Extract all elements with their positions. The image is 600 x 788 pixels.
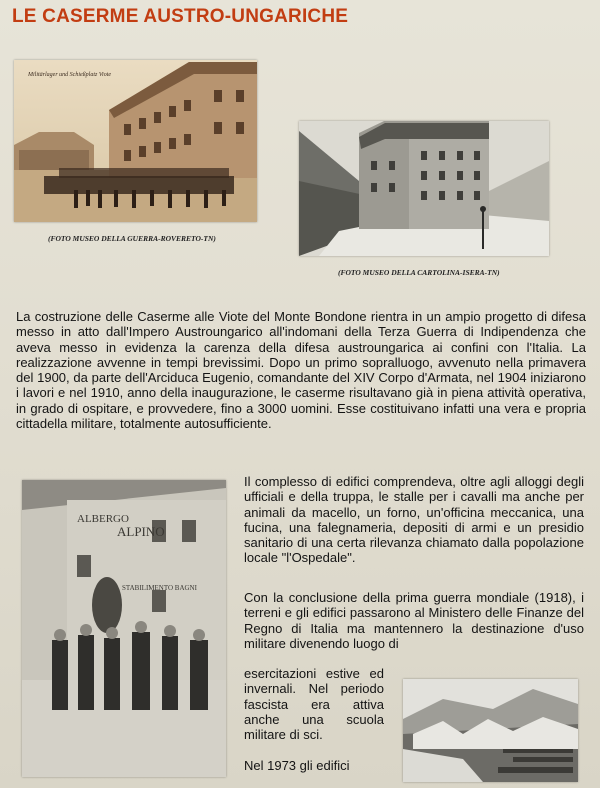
intro-paragraph: La costruzione delle Caserme alle Viote del Monte Bondone rientra in un ampio progetto di difesa messo in atto dall'Impero Austroungarico all'indomani della Terza Guerra di Indipendenza che aveva messo in evidenza la carenza della difesa austroungarica ai confini con l'Italia. La realizzazione avvenne in tempi brevissimi. Dopo un primo sopralluogo, avvenuto nella primavera del 1900, da parte dell'Arciduca Eugenio, comandante del XIV Corpo d'Armata, nel 1904 iniziarono i lavori e nel 1910, anno della inaugurazione, le caserme risultavano già in piena attività operativa, in grado di ospitare, e provvedere, fino a 3000 uomini. Esse costituivano infatti una vera e propria cittadella militare, totalmente autosufficiente. (16, 309, 586, 432)
winter-landscape-image (403, 679, 578, 782)
photo-caption-barracks: (FOTO MUSEO DELLA CARTOLINA-ISERA-TN) (338, 268, 500, 277)
barracks-building-image (299, 121, 549, 256)
albergo-alpino-image (22, 480, 226, 777)
photo-barracks-building (299, 121, 549, 256)
photo-albergo-alpino (22, 480, 226, 777)
sign-stabilimento: STABILIMENTO BAGNI (122, 584, 197, 592)
photo-winter-landscape (403, 679, 578, 782)
sign-alpino: ALPINO (117, 524, 165, 539)
photo-caption-soldiers: (FOTO MUSEO DELLA GUERRA-ROVERETO-TN) (48, 234, 216, 243)
page-title: LE CASERME AUSTRO-UNGARICHE (12, 6, 349, 27)
complex-paragraph: Il complesso di edifici comprendeva, oltre agli alloggi degli ufficiali e della truppa, le stalle per i cavalli ma anche per animali da macello, un forno, un'officina meccanica, una fucina, una falegnameria, depositi di armi e un presidio sanitario di una certa rilevanza chiamato dalla popolazione locale "l'Ospedale". (244, 474, 584, 566)
exercises-paragraph: esercitazioni estive ed invernali. Nel periodo fascista era attiva anche una scuola militare di sci. (244, 666, 384, 743)
war-end-paragraph: Con la conclusione della prima guerra mondiale (1918), i terreni e gli edifici passarono al Ministero delle Finanze del Regno di Italia ma mantennero la destinazione d'uso militare divenendo luogo di (244, 590, 584, 651)
photo-soldiers-barracks (14, 60, 257, 222)
final-paragraph: Nel 1973 gli edifici (244, 758, 350, 773)
sign-albergo: ALBERGO (77, 513, 129, 525)
postcard-header-text: Militärlager und Schießplatz Viote (28, 72, 112, 78)
soldiers-barracks-image (14, 60, 257, 222)
